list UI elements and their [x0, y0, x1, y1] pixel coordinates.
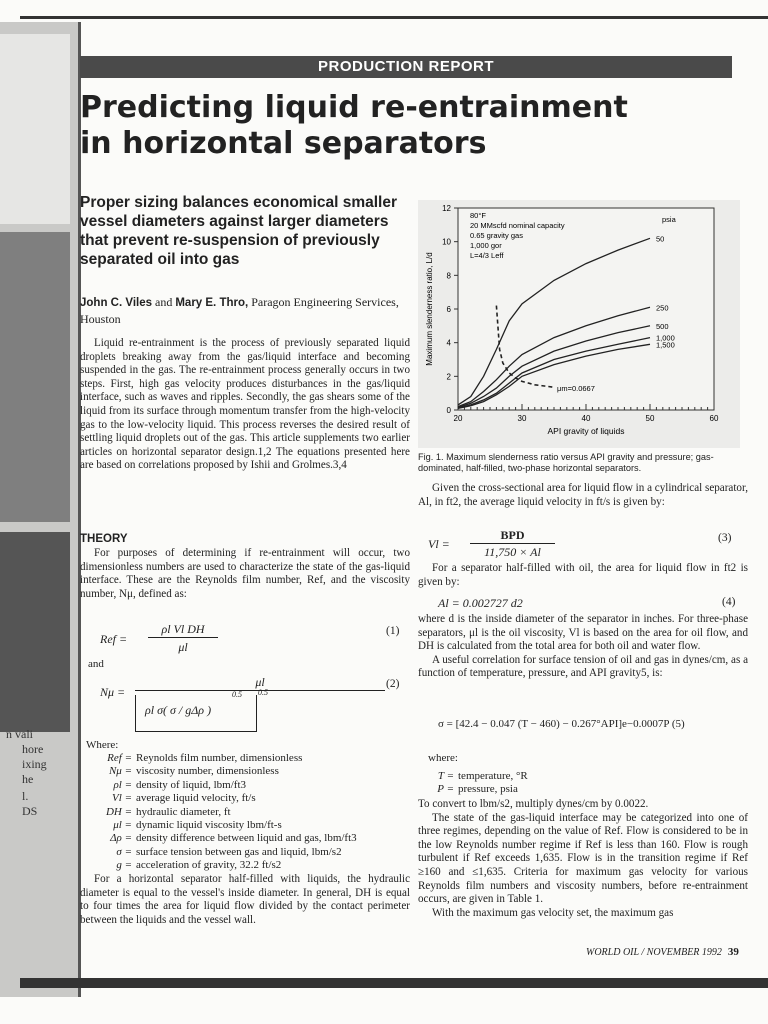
chart-annotation: L=4/3 Leff: [470, 251, 504, 260]
definition-row: [80, 846, 410, 859]
definition-row: [80, 832, 410, 845]
def-symbol: σ =: [116, 845, 132, 858]
right-paragraph-2: For a separator half-filled with oil, the area for liquid flow in ft2 is given by:: [418, 562, 748, 588]
author-1: John C. Viles: [80, 297, 153, 309]
eq2-exp1: 0.5: [232, 690, 242, 699]
section-banner: PRODUCTION REPORT: [80, 56, 732, 78]
theory-paragraph: For purposes of determining if re-entrainment will occur, two dimensionless numbers are used to characterize the state of the gas-liquid interface. These are the Reynolds film number, Ref, and the viscosity number, Nμ, defined as:: [80, 547, 410, 600]
eq2-numerator: μl: [135, 675, 385, 691]
right-column: [418, 482, 748, 509]
def-text: dynamic liquid viscosity lbm/ft-s: [136, 819, 282, 832]
adjacent-page-photo-mid: [0, 232, 70, 522]
figure-caption: Fig. 1. Maximum slenderness ratio versus API gravity and pressure; gas-dominated, half-filled, two-phase horizontal separators.: [418, 452, 714, 473]
definition-row: [80, 765, 410, 778]
def-symbol: ρl =: [113, 778, 132, 791]
definition-row: [80, 752, 410, 765]
y-tick-label: 8: [446, 271, 451, 281]
def-text: temperature, °R: [458, 770, 528, 782]
eq3-lhs: Vl =: [428, 537, 450, 551]
def-text: viscosity number, dimensionless: [136, 765, 279, 778]
definition-row: [80, 819, 410, 832]
definitions-list-2: [418, 770, 748, 797]
and-text: and: [88, 658, 104, 670]
adjacent-page-strip: [0, 22, 81, 997]
adjacent-page-photo-low: [0, 532, 70, 732]
right-paragraph-1: Given the cross-sectional area for liquid flow in a cylindrical separator, Al, in ft2, the average liquid velocity in ft/s is given by:: [418, 482, 748, 508]
col1-end: [80, 873, 410, 927]
title-line-1: Predicting liquid re-entrainment: [80, 90, 628, 125]
y-tick-label: 10: [442, 237, 451, 247]
series-label: 1,000: [656, 333, 675, 343]
legend-title: psia: [662, 215, 676, 224]
right-column-3: [418, 613, 748, 681]
eq2-lhs: Nμ =: [100, 685, 126, 699]
x-tick-label: 20: [453, 414, 463, 423]
eq2-number: (2): [386, 678, 400, 690]
y-tick-label: 2: [446, 372, 451, 382]
adjacent-page-photo-top: [0, 34, 70, 224]
right-paragraph-5: The state of the gas-liquid interface may be categorized into one of three regimes, depending on the value of Ref. Flow is considered to be in the low Reynolds number regime if Ref is less than 160. Flow is rough turbulent if Ref exceeds 1,635. Flow is in the transition regime if Ref ≥160 and ≤1,635. Criteria for maximum gas velocity for various Reynolds film numbers and viscosity numbers, before re-entrainment occurs, are given in Table 1.: [418, 811, 748, 906]
def-symbol: Ref =: [107, 752, 132, 764]
x-axis-label: API gravity of liquids: [547, 426, 625, 436]
definition-row: [80, 792, 410, 805]
def-symbol: Δρ =: [110, 832, 132, 845]
def-text: surface tension between gas and liquid, lbm/s2: [136, 845, 342, 858]
article-title: [80, 90, 760, 162]
deck-subtitle: Proper sizing balances economical smaller vessel diameters against larger diameters that prevent re-suspension of previously separated oil into gas: [80, 194, 398, 268]
author-2: Mary E. Thro,: [175, 297, 249, 309]
definition-row: [80, 779, 410, 792]
convert-line: To convert to lbm/s2, multiply dynes/cm by 0.0022.: [418, 798, 649, 810]
edge-fragment: ixing: [22, 757, 47, 771]
right-paragraph-4: A useful correlation for surface tension of oil and gas in dynes/cm, as a function of temperature, pressure, and API gravity5, is:: [418, 653, 748, 680]
theory-column: [80, 547, 410, 601]
title-line-2: in horizontal separators: [80, 126, 487, 161]
def-text: density of liquid, lbm/ft3: [136, 778, 246, 791]
journal-issue: WORLD OIL / NOVEMBER 1992: [586, 947, 722, 958]
y-tick-label: 0: [446, 406, 451, 415]
eq1-number: (1): [386, 625, 400, 637]
top-rule: [20, 16, 768, 19]
def-symbol: P =: [437, 783, 454, 796]
page-number: 39: [727, 946, 739, 958]
def-text: hydraulic diameter, ft: [136, 805, 231, 818]
definition-row: [80, 859, 410, 872]
figure-1-chart: [418, 200, 740, 448]
def-symbol: Nμ =: [108, 765, 132, 778]
def-symbol: T =: [437, 770, 454, 782]
series-label: 500: [656, 321, 669, 331]
chart-annotation: 1,000 gor: [470, 241, 502, 250]
definition-row: [418, 783, 748, 796]
def-text: density difference between liquid and gas, lbm/ft3: [136, 832, 357, 845]
right-paragraph-6: With the maximum gas velocity set, the maximum gas: [432, 906, 674, 919]
chart-annotation: 20 MMscfd nominal capacity: [470, 221, 565, 230]
edge-fragment: l.: [22, 789, 29, 803]
eq1-lhs: Ref =: [100, 632, 128, 646]
x-tick-label: 60: [709, 414, 719, 423]
x-tick-label: 30: [517, 414, 527, 423]
def-text: pressure, psia: [458, 783, 518, 796]
series-label: 1,500: [656, 340, 675, 350]
right-paragraph-3: where d is the inside diameter of the separator in inches. For three-phase separators, μl is the oil viscosity, Vl is based on the area for oil flow, and DH is calculated from the total area for both oil and water flow.: [418, 613, 748, 653]
def-text: average liquid velocity, ft/s: [136, 792, 256, 805]
eq3-number: (3): [718, 532, 732, 544]
eq4: Al = 0.002727 d2: [438, 596, 523, 610]
y-tick-label: 12: [442, 204, 451, 213]
chart-annotation: 0.65 gravity gas: [470, 231, 523, 240]
chart-annotation: 80°F: [470, 211, 486, 220]
affiliation: Paragon Engineering Services, Houston: [80, 295, 399, 326]
series-label: 250: [656, 303, 669, 313]
right-column-2: [418, 562, 748, 589]
series-label: 50: [656, 234, 665, 244]
y-tick-label: 6: [446, 305, 451, 314]
edge-fragment: n vali: [6, 727, 33, 741]
bottom-rule: [20, 978, 768, 988]
col1-end-paragraph: For a horizontal separator half-filled with liquids, the hydraulic diameter is equal to the vessel's inside diameter. In general, DH is equal to four times the area for liquid flow divided by the contact perimeter between the liquids and the vessel wall.: [80, 873, 410, 926]
eq1-denominator: μl: [178, 640, 188, 654]
mu-label: μm=0.0667: [557, 384, 595, 394]
def-symbol: Vl =: [112, 792, 132, 805]
edge-fragment: he: [22, 772, 34, 786]
where-label: Where:: [86, 739, 119, 751]
eq5: σ = [42.4 − 0.047 (T − 460) − 0.267°API]e−0.0007P (5): [438, 718, 685, 730]
y-tick-label: 4: [446, 338, 451, 348]
right-column-4: [418, 798, 748, 920]
eq4-number: (4): [722, 596, 736, 608]
def-symbol: DH =: [105, 805, 132, 818]
def-text: acceleration of gravity, 32.2 ft/s2: [136, 859, 282, 872]
where-label-2: where:: [428, 752, 458, 764]
eq3-denominator: 11,750 × Al: [484, 545, 541, 559]
def-symbol: μl =: [113, 819, 132, 832]
theory-heading: THEORY: [80, 533, 128, 545]
definition-row: [418, 770, 748, 783]
page-footer: [586, 946, 739, 958]
definitions-list: [80, 752, 410, 873]
edge-fragment: DS: [22, 804, 38, 818]
x-tick-label: 50: [645, 414, 655, 423]
x-tick-label: 40: [581, 414, 591, 423]
figure-1: [418, 200, 740, 448]
intro-column: [80, 337, 410, 473]
edge-fragment: hore: [22, 742, 44, 756]
y-axis-label: Maximum slenderness ratio, L/d: [425, 252, 434, 366]
definition-row: [80, 806, 410, 819]
intro-paragraph: Liquid re-entrainment is the process of previously separated liquid droplets breaking away from the gas/liquid interface and becoming suspended in the gas. The re-entrainment process generally occurs in two steps. First, high gas velocity produces disturbances in the gas/liquid interface, such as waves and ripples. Secondly, the gas shears some of the liquid from its surface through momentum transfer from the high-velocity gas to the low-velocity liquid. This process reverses the desired result of settling liquid droplets out of the gas. This article supplements two earlier articles on horizontal separator design.1,2 The equations presented here are based on correlations proposed by Ishii and Grolmes.3,4: [80, 337, 410, 472]
eq2-inner: ρl σ( σ / gΔρ ): [145, 703, 212, 717]
eq1-numerator: ρl Vl DH: [148, 622, 218, 638]
byline: [80, 294, 410, 327]
def-symbol: g =: [116, 859, 132, 872]
eq2-exp2: 0.5: [258, 688, 268, 697]
eq3-numerator: BPD: [470, 528, 555, 544]
def-text: Reynolds film number, dimensionless: [136, 752, 303, 764]
byline-and: and: [152, 295, 176, 309]
